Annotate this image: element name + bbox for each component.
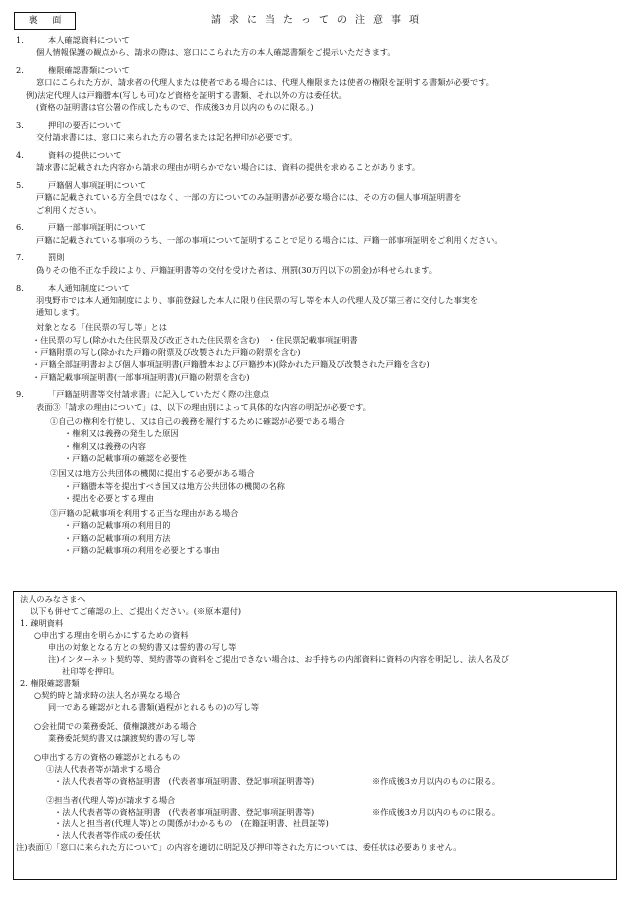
section-1 — [16, 34, 618, 59]
section-text: 通知します。 — [36, 307, 85, 318]
corporate-list-item: ・法人と担当者(代理人等)との関係がわかるもの (在籍証明書、社員証等) — [54, 818, 329, 829]
section-text: 偽りその他不正な手段により、戸籍証明書等の交付を受けた者は、刑罰(30万円以下の罰金)が科せられます。 — [36, 264, 437, 275]
group-title: ③戸籍の記載事項を利用する正当な理由がある場合 — [50, 508, 239, 519]
corporate-list-item — [20, 776, 610, 788]
corporate-footer-note: 注)表面①「窓口に来られた方について」の内容を適切に明記及び押印等された方については、委任状は必要ありません。 — [16, 842, 462, 853]
corporate-section-title: 2. 権限確認書類 — [20, 677, 80, 688]
section-heading: 戸籍一部事項証明について — [48, 222, 147, 233]
corporate-list-text: ・法人代表者等の資格証明書 (代表者事項証明書、登記事項証明書等) — [54, 806, 315, 817]
corporate-note: 注)インターネット契約等、契約書等の資料をご提出できない場合は、お手持ちの内部資料に資料の内容を明記し、法人名及び — [48, 653, 509, 664]
list-item: ・戸籍の記載事項の確認を必要性 — [64, 452, 187, 463]
corporate-list-note: ※作成後3カ月以内のものに限る。 — [372, 775, 501, 786]
section-number: 5. — [16, 179, 24, 190]
section-text: 羽曳野市では本人通知制度により、事前登録した本人に限り住民票の写し等を本人の代理人及び第三者に交付した事実を — [36, 294, 479, 305]
section-4 — [16, 149, 618, 174]
section-heading: 「戸籍証明書等交付請求書」に記入していただく際の注意点 — [48, 389, 270, 400]
list-item: ・権利又は義務の発生した原因 — [64, 428, 179, 439]
section-number: 7. — [16, 252, 24, 263]
list-item: ・戸籍謄本等を提出すべき国又は地方公共団体の機関の名称 — [64, 480, 285, 491]
corporate-subitem: 業務委託契約書又は譲渡契約書の写し等 — [48, 732, 196, 743]
group-title: ①自己の権利を行使し、又は自己の義務を履行するために確認が必要である場合 — [50, 416, 345, 427]
list-item: ・戸籍記載事項証明書(一部事項証明書)(戸籍の附票を含む) — [32, 371, 250, 382]
section-number: 8. — [16, 282, 24, 293]
corporate-item: ○会社間での業務委託、債権譲渡がある場合 — [34, 720, 197, 731]
corporate-intro: 以下も併せてご確認の上、ご提出ください。(※原本還付) — [30, 605, 242, 616]
section-text: 戸籍に記載されている方全員ではなく、一部の方についてのみ証明書が必要な場合には、その方の個人事項証明書を — [36, 192, 462, 203]
corporate-heading: 法人のみなさまへ — [20, 594, 86, 604]
corporate-list-text: ・法人代表者等の資格証明書 (代表者事項証明書、登記事項証明書等) — [54, 775, 315, 786]
corporate-item: ○申出する方の資格の確認がとれるもの — [34, 751, 181, 762]
section-8 — [16, 282, 618, 383]
list-item: ・提出を必要とする理由 — [64, 492, 155, 503]
corporate-subitem: 申出の対象となる方との契約書又は誓約書の写し等 — [48, 641, 237, 652]
section-heading: 戸籍個人事項証明について — [48, 179, 147, 190]
corporate-item: ○申出する理由を明らかにするための資料 — [34, 629, 189, 640]
list-item: ・戸籍附票の写し(除かれた戸籍の附票及び改製された戸籍の附票を含む) — [32, 347, 301, 358]
list-item: ・戸籍の記載事項の利用方法 — [64, 532, 171, 543]
section-text: ご利用ください。 — [36, 204, 102, 215]
section-text: 戸籍に記載されている事項のうち、一部の事項について証明することで足りる場合には、戸籍一部事項証明をご利用ください。 — [36, 234, 503, 245]
notice-sections — [16, 34, 618, 562]
page-title: 請求に当たっての注意事項 — [211, 15, 427, 26]
corporate-list-item: ・法人代表者等作成の委任状 — [54, 830, 161, 841]
subsection-title: 対象となる「住民票の写し等」とは — [36, 322, 168, 333]
corporate-note: 社印等を押印。 — [62, 665, 120, 676]
section-number: 2. — [16, 65, 24, 76]
list-item: ・戸籍の記載事項の利用目的 — [64, 520, 171, 531]
section-3 — [16, 119, 618, 144]
list-item: ・住民票の写し(除かれた住民票及び改正された住民票を含む) ・住民票記載事項証明書 — [32, 334, 358, 345]
group-title: ②国又は地方公共団体の機関に提出する必要がある場合 — [50, 468, 255, 479]
page-header — [12, 12, 618, 30]
section-6 — [16, 221, 618, 246]
section-text: 請求書に記載された内容から請求の理由が明らかでない場合には、資料の提供を求めることがあります。 — [36, 162, 421, 173]
section-7 — [16, 251, 618, 276]
section-text: (資格の証明書は官公署の作成したもので、作成後3カ月以内のものに限る。) — [36, 101, 314, 112]
list-item: ・戸籍の記載事項の利用を必要とする事由 — [64, 544, 220, 555]
section-9 — [16, 388, 618, 556]
corporate-subitem: ②担当者(代理人等)が請求する場合 — [46, 794, 176, 805]
corporate-subitem: ①法人代表者等が請求する場合 — [46, 763, 161, 774]
section-heading: 押印の要否について — [48, 119, 122, 130]
back-side-tag: 裏 面 — [14, 12, 76, 30]
corporate-list-note: ※作成後3カ月以内のものに限る。 — [372, 806, 501, 817]
corporate-item: ○契約時と請求時の法人名が異なる場合 — [34, 689, 181, 700]
section-text: 窓口にこられた方が、請求者の代理人または使者である場合には、代理人権限または使者の権限を証明する書類が必要です。 — [36, 77, 494, 88]
section-number: 4. — [16, 149, 24, 160]
section-number: 6. — [16, 222, 24, 233]
section-text: 個人情報保護の観点から、請求の際は、窓口にこられた方の本人確認書類をご提示いただきます。 — [36, 47, 396, 58]
section-number: 9. — [16, 389, 24, 400]
corporate-section-title: 1. 疎明資料 — [20, 617, 64, 628]
section-heading: 本人確認資料について — [48, 35, 130, 45]
corporate-notice-box — [13, 591, 617, 880]
section-text: 表面③「請求の理由について」は、以下の理由別によって具体的な内容の明記が必要です。 — [36, 401, 371, 412]
section-heading: 権限確認書類について — [48, 65, 130, 76]
corporate-list-item — [20, 807, 610, 819]
section-text: 交付請求書には、窓口に来られた方の署名または記名押印が必要です。 — [36, 132, 298, 143]
section-number: 1. — [16, 35, 24, 45]
section-heading: 本人通知制度について — [48, 282, 130, 293]
list-item: ・権利又は義務の内容 — [64, 440, 146, 451]
section-number: 3. — [16, 119, 24, 130]
section-5 — [16, 179, 618, 216]
section-heading: 資料の提供について — [48, 149, 122, 160]
section-2 — [16, 64, 618, 113]
corporate-subitem: 同一である確認がとれる書類(過程がとれるもの)の写し等 — [48, 701, 260, 712]
list-item: ・戸籍全部証明書および個人事項証明書(戸籍謄本および戸籍抄本)(除かれた戸籍及び改製された戸籍を含む) — [32, 359, 430, 370]
section-heading: 罰則 — [48, 252, 65, 263]
section-text: 例)法定代理人は戸籍謄本(写しも可)など資格を証明する書類、それ以外の方は委任状。 — [26, 89, 347, 100]
